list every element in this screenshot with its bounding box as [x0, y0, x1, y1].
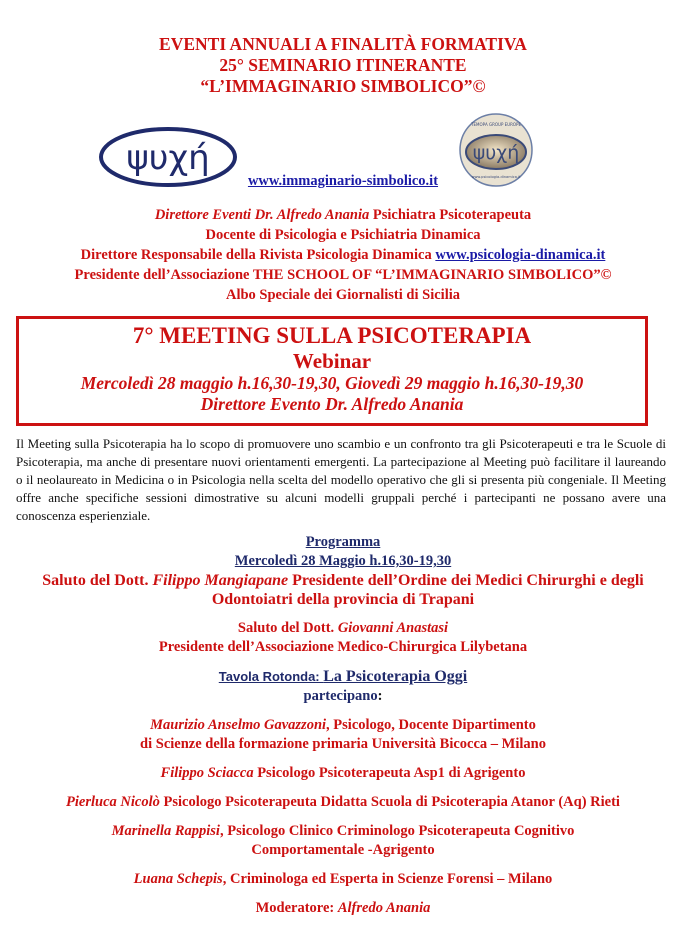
- intro-paragraph: Il Meeting sulla Psicoterapia ha lo scopo di promuovere uno scambio e un confronto tra gli Psicoterapeuti e tra le Scuole di Psicoterapia, ma anche di presentare nuovi orientamenti emergenti. La partecipazione al Meeting può facilitare il laureando o il neolaureato in Medicina o in Psicologia nella scelta del modello operativo che gli si presenta più congeniale. Il Meeting offre anche specifiche sessioni dimostrative su alcuni modelli gruppali perché i partecipanti ne possano avere una conoscenza esperienziale.: [16, 436, 666, 523]
- partecipano-label: partecipano: [303, 688, 378, 704]
- program-heading: Programma: [305, 534, 381, 550]
- saluto2-name: Giovanni Anastasi: [337, 620, 449, 636]
- participant-2-role: Psicologo Psicoterapeuta Asp1 di Agrigento: [253, 765, 526, 781]
- director-journal: Direttore Responsabile della Rivista Psicologia Dinamica: [80, 247, 436, 263]
- participant-5-name: Luana Schepis: [133, 871, 223, 887]
- moderator-label: Moderatore:: [255, 900, 338, 916]
- participant-3-role: Psicologo Psicoterapeuta Didatta Scuola di Psicoterapia Atanor (Aq) Rieti: [159, 794, 620, 810]
- participant-4-line2: Comportamentale -Agrigento: [251, 842, 435, 858]
- header-line-3: “L’IMMAGINARIO SIMBOLICO”©: [200, 76, 486, 96]
- moderator-name: Alfredo Anania: [337, 900, 431, 916]
- header: [0, 34, 686, 97]
- meeting-subtitle: Webinar: [292, 349, 372, 373]
- director-info: [0, 205, 686, 305]
- saluto1-prefix: Saluto del Dott.: [42, 572, 153, 589]
- logo-left-text: ψυχή: [126, 138, 210, 178]
- logo-right-bottom-text: www.psicologia-dinamica.it: [471, 175, 521, 179]
- program: [0, 533, 686, 918]
- website-link[interactable]: www.immaginario-simbolico.it: [247, 173, 439, 189]
- saluto1-line2: Odontoiatri della provincia di Trapani: [211, 591, 475, 608]
- meeting-director: Direttore Evento Dr. Alfredo Anania: [200, 394, 464, 414]
- director-association: Presidente dell’Associazione THE SCHOOL OF “L’IMMAGINARIO SIMBOLICO”©: [74, 267, 612, 283]
- journal-link[interactable]: www.psicologia-dinamica.it: [435, 247, 606, 263]
- partecipano-colon: :: [377, 688, 383, 704]
- director-albo: Albo Speciale dei Giornalisti di Sicilia: [225, 287, 461, 303]
- saluto2-line2: Presidente dell’Associazione Medico-Chirurgica Lilybetana: [158, 639, 528, 655]
- director-teaching: Docente di Psicologia e Psichiatria Dinamica: [205, 227, 481, 243]
- program-day: Mercoledì 28 Maggio h.16,30-19,30: [234, 553, 452, 569]
- meeting-box: [16, 316, 648, 426]
- tavola-title: La Psicoterapia Oggi: [323, 668, 468, 685]
- meeting-title: 7° MEETING SULLA PSICOTERAPIA: [132, 323, 532, 348]
- saluto2-prefix: Saluto del Dott.: [237, 620, 338, 636]
- director-role: Psichiatra Psicoterapeuta: [369, 207, 532, 223]
- meeting-dates: Mercoledì 28 maggio h.16,30-19,30, Giovedì 29 maggio h.16,30-19,30: [80, 373, 584, 393]
- participant-2-name: Filippo Sciacca: [160, 765, 254, 781]
- header-line-2: 25° SEMINARIO ITINERANTE: [219, 55, 467, 75]
- header-line-1: EVENTI ANNUALI A FINALITÀ FORMATIVA: [159, 34, 527, 54]
- participant-1-line2: di Scienze della formazione primaria Università Bicocca – Milano: [140, 736, 546, 752]
- participant-5-role: , Criminologa ed Esperta in Scienze Forensi – Milano: [222, 871, 553, 887]
- tavola-label: Tavola Rotonda:: [218, 669, 324, 684]
- director-name: Direttore Eventi Dr. Alfredo Anania: [154, 207, 370, 223]
- saluto1-role: Presidente dell’Ordine dei Medici Chirurghi e degli: [288, 572, 644, 589]
- logo-right-text: ψυχή: [472, 142, 520, 164]
- participant-3-name: Pierluca Nicolò: [66, 794, 160, 810]
- participant-4-role: , Psicologo Clinico Criminologo Psicoterapeuta Cognitivo: [219, 823, 575, 839]
- participant-1-name: Maurizio Anselmo Gavazzoni: [150, 717, 327, 733]
- participant-1-role: , Psicologo, Docente Dipartimento: [326, 717, 536, 733]
- saluto1-name: Filippo Mangiapane: [152, 572, 289, 589]
- logo-right-top-text: ΤΕΜΟΡΑ GROUP EUROPE: [471, 122, 521, 127]
- participant-4-name: Marinella Rappisi: [111, 823, 220, 839]
